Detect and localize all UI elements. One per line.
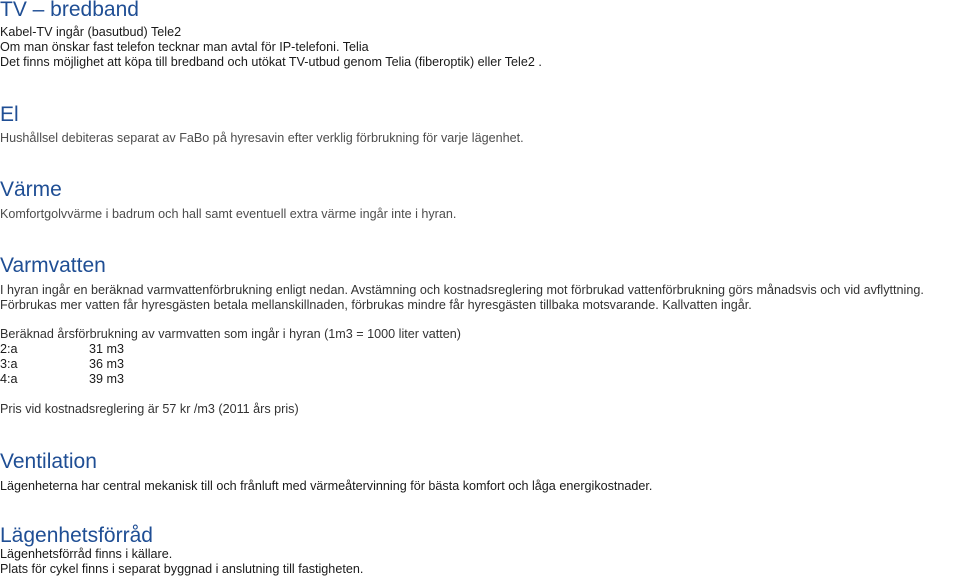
room-size: 4:a	[0, 372, 18, 386]
forrad-heading: Lägenhetsförråd	[0, 524, 153, 547]
el-text: Hushållsel debiteras separat av FaBo på hyresavin efter verklig förbrukning för varje lägenhet.	[0, 131, 524, 145]
forrad-line-1: Lägenhetsförråd finns i källare.	[0, 547, 173, 561]
ventilation-heading: Ventilation	[0, 450, 97, 473]
volume-value: 36 m3	[89, 357, 125, 371]
volume-value: 31 m3	[89, 342, 125, 356]
varmvatten-line-2: Förbrukas mer vatten får hyresgästen betala mellanskillnaden, förbrukas mindre får hyresgästen tillbaka motsvarande. Kallvatten ingår.	[0, 298, 752, 312]
volume-value: 39 m3	[89, 372, 125, 386]
tv-line-1: Kabel-TV ingår (basutbud) Tele2	[0, 25, 182, 39]
room-size: 2:a	[0, 342, 18, 356]
el-heading: El	[0, 103, 19, 126]
varme-text: Komfortgolvvärme i badrum och hall samt eventuell extra värme ingår inte i hyran.	[0, 207, 457, 221]
room-size: 3:a	[0, 357, 18, 371]
table-row	[0, 357, 124, 372]
forrad-line-2: Plats för cykel finns i separat byggnad i anslutning till fastigheten.	[0, 562, 364, 576]
table-row	[0, 372, 124, 387]
ventilation-text: Lägenheterna har central mekanisk till och frånluft med värmeåtervinning för bästa komfort och låga energikostnader.	[0, 479, 653, 493]
tv-heading: TV – bredband	[0, 0, 139, 21]
tv-line-3: Det finns möjlighet att köpa till bredband och utökat TV-utbud genom Telia (fiberoptik) eller Tele2 .	[0, 55, 542, 69]
varmvatten-table-intro: Beräknad årsförbrukning av varmvatten som ingår i hyran (1m3 = 1000 liter vatten)	[0, 327, 461, 341]
varmvatten-heading: Varmvatten	[0, 254, 106, 277]
tv-line-2: Om man önskar fast telefon tecknar man avtal för IP-telefoni. Telia	[0, 40, 369, 54]
varmvatten-line-1: I hyran ingår en beräknad varmvattenförbrukning enligt nedan. Avstämning och kostnadsreglering mot förbrukad vattenförbrukning görs månadsvis och vid avflyttning.	[0, 283, 924, 297]
table-row	[0, 342, 124, 357]
varme-heading: Värme	[0, 178, 62, 201]
varmvatten-price: Pris vid kostnadsreglering är 57 kr /m3 (2011 års pris)	[0, 402, 299, 416]
